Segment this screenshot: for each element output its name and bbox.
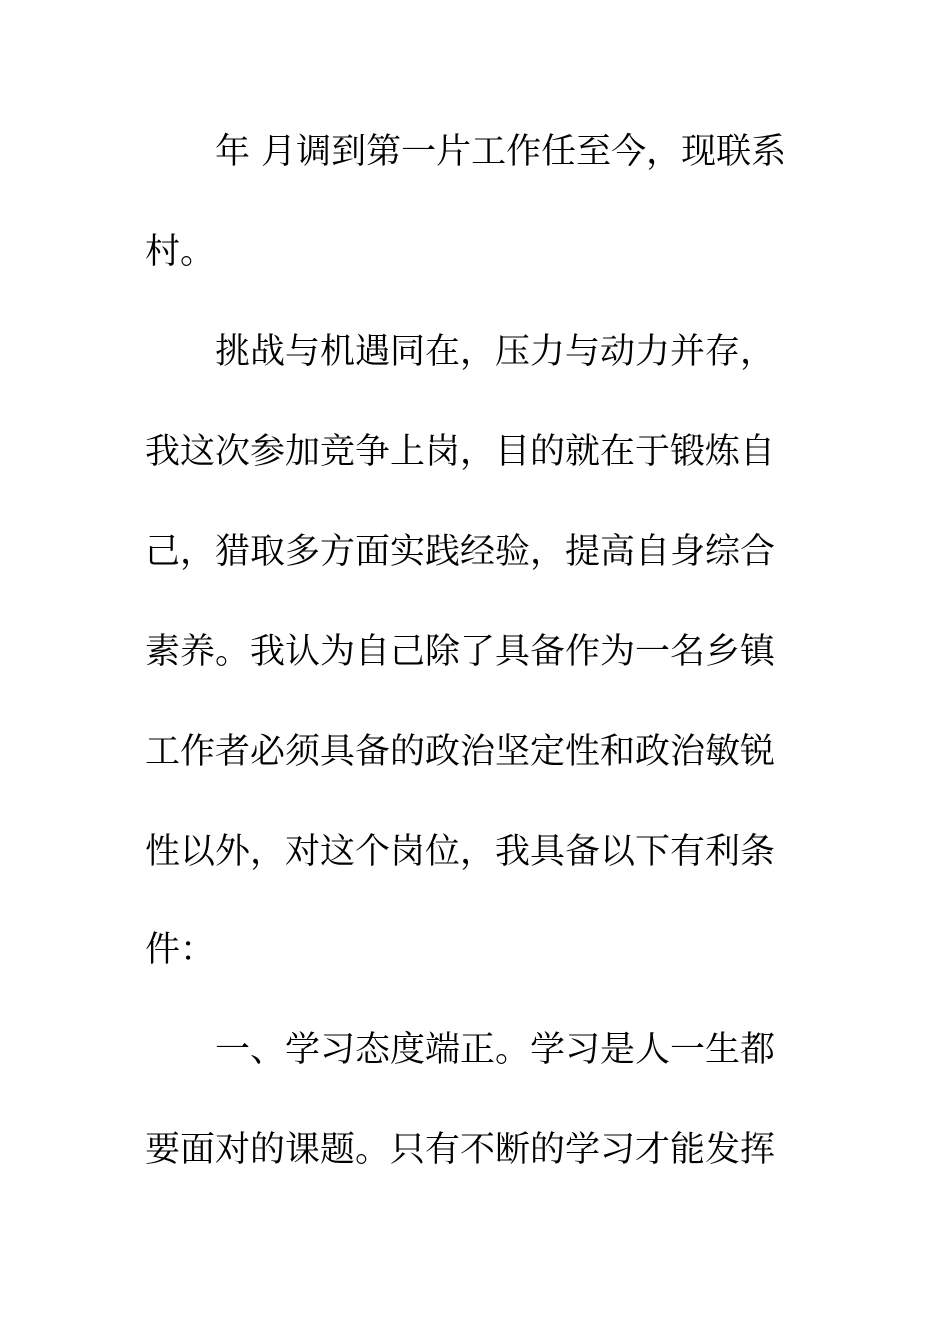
- text-line-4: 我这次参加竞争上岗，目的就在于锻炼自: [145, 432, 776, 472]
- text-line-5: 己，猎取多方面实践经验，提高自身综合: [145, 532, 776, 572]
- text-line-2: 村。: [145, 232, 216, 272]
- text-line-3: 挑战与机遇同在，压力与动力并存，: [215, 332, 776, 372]
- text-line-10: 一、学习态度端正。学习是人一生都: [215, 1030, 776, 1070]
- text-line-6: 素养。我认为自己除了具备作为一名乡镇: [145, 632, 776, 672]
- text-line-11: 要面对的课题。只有不断的学习才能发挥: [145, 1130, 776, 1170]
- text-line-7: 工作者必须具备的政治坚定性和政治敏锐: [145, 732, 776, 772]
- text-line-8: 性以外，对这个岗位，我具备以下有利条: [145, 832, 776, 872]
- text-line-9: 件：: [145, 930, 216, 970]
- text-line-1: 年 月调到第一片工作任至今，现联系: [215, 132, 787, 172]
